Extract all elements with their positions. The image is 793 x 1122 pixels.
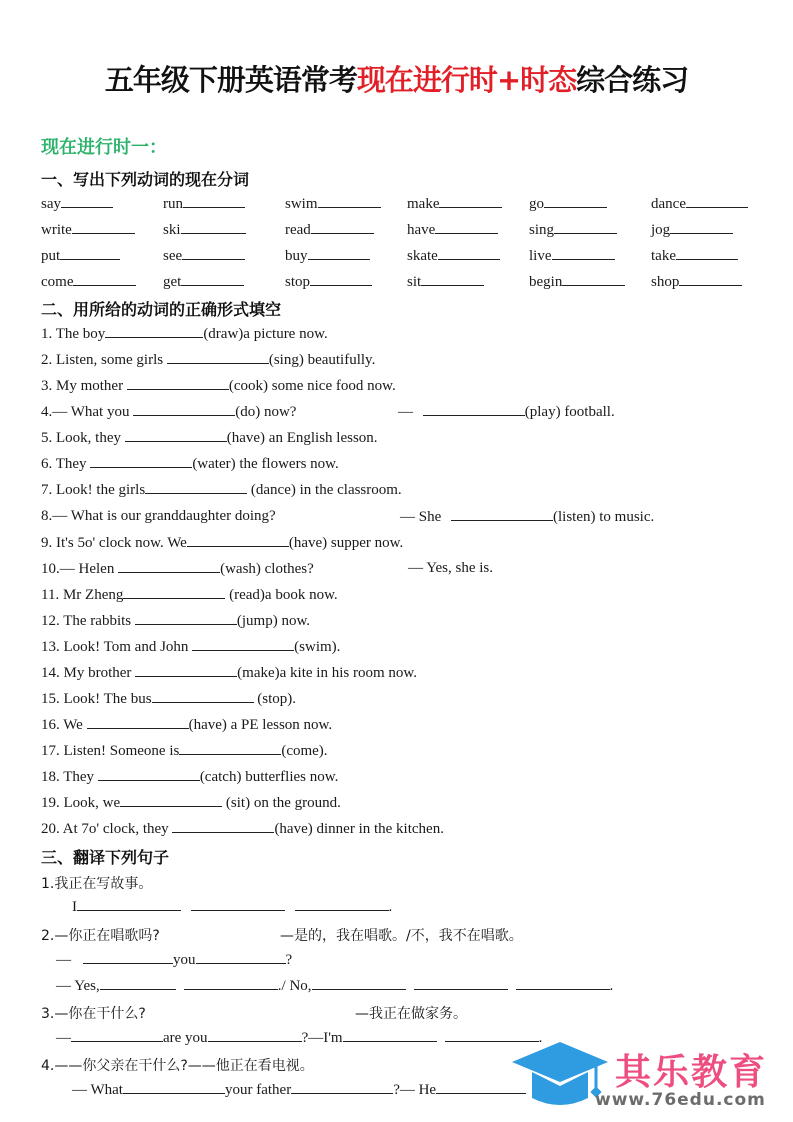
answer-blank[interactable] <box>105 325 203 338</box>
answer-blank[interactable] <box>118 560 220 573</box>
verb-item: get <box>163 273 244 291</box>
answer-blank[interactable] <box>90 455 192 468</box>
q2-chinese-question: 2.—你正在唱歌吗? <box>41 928 160 944</box>
answer-blank[interactable] <box>77 898 181 911</box>
answer-blank[interactable] <box>152 690 254 703</box>
answer-blank[interactable] <box>100 977 176 990</box>
verb-item: stop <box>285 273 372 291</box>
brand-watermark <box>510 1040 793 1115</box>
answer-blank[interactable] <box>312 977 406 990</box>
answer-blank[interactable] <box>187 534 289 547</box>
answer-blank[interactable] <box>73 273 136 286</box>
list-item: 9. It's 5o' clock now. We (have) supper now. <box>41 535 404 551</box>
verb-item: begin <box>529 273 625 291</box>
answer-blank[interactable] <box>133 403 235 416</box>
verb-item: ski <box>163 221 246 239</box>
q3-chinese-question: 3.—你在干什么? <box>41 1006 146 1022</box>
section2-heading: 二、用所给的动词的正确形式填空 <box>41 300 282 319</box>
verb-item: make <box>407 195 502 213</box>
answer-blank[interactable] <box>125 429 227 442</box>
list-item: 6. They (water) the flowers now. <box>41 456 339 472</box>
answer-blank[interactable] <box>120 794 222 807</box>
answer-blank[interactable] <box>98 768 200 781</box>
answer-blank[interactable] <box>423 403 525 416</box>
answer-blank[interactable] <box>308 247 370 260</box>
answer-blank[interactable] <box>562 273 625 286</box>
answer-blank[interactable] <box>343 1029 437 1042</box>
answer-blank[interactable] <box>318 195 381 208</box>
verb-item: read <box>285 221 374 239</box>
answer-blank[interactable] <box>438 247 500 260</box>
answer-blank[interactable] <box>310 273 372 286</box>
answer-blank[interactable] <box>123 1081 225 1094</box>
q3-chinese-answer: —我正在做家务。 <box>355 1006 467 1022</box>
answer-blank[interactable] <box>181 221 246 234</box>
q1-chinese: 1.我正在写故事。 <box>41 876 153 892</box>
verb-item: dance <box>651 195 748 213</box>
title-highlight: 现在进行时+时态 <box>356 63 577 97</box>
verb-item: write <box>41 221 135 239</box>
verb-item: come <box>41 273 136 291</box>
verb-item: live <box>529 247 615 265</box>
list-item: 12. The rabbits (jump) now. <box>41 613 311 629</box>
list-item: 5. Look, they (have) an English lesson. <box>41 430 378 446</box>
list-item: 4.— What you (do) now? <box>41 404 297 420</box>
answer-blank[interactable] <box>191 898 285 911</box>
answer-blank[interactable] <box>670 221 733 234</box>
q4-chinese: 4.——你父亲在干什么?——他正在看电视。 <box>41 1058 314 1074</box>
section1-heading: 一、写出下列动词的现在分词 <box>41 170 250 189</box>
brand-url: www.76edu.com <box>595 1090 766 1110</box>
answer-blank[interactable] <box>72 221 135 234</box>
verb-item: sit <box>407 273 484 291</box>
answer-blank[interactable] <box>127 377 229 390</box>
verb-item: say <box>41 195 113 213</box>
list-item: 19. Look, we (sit) on the ground. <box>41 795 341 811</box>
answer-blank[interactable] <box>123 586 225 599</box>
answer-blank[interactable] <box>311 221 374 234</box>
answer-blank[interactable] <box>145 481 247 494</box>
q2-answer-line: — Yes, ./ No, . <box>56 978 614 994</box>
answer-blank[interactable] <box>208 1029 302 1042</box>
q2-chinese-answer: —是的，我在唱歌。/不，我不在唱歌。 <box>280 928 523 944</box>
verb-item: go <box>529 195 607 213</box>
list-item: 15. Look! The bus (stop). <box>41 691 297 707</box>
title-part3: 综合练习 <box>576 63 689 97</box>
section3-heading: 三、翻译下列句子 <box>41 848 170 867</box>
list-item: 7. Look! the girls (dance) in the classroom. <box>41 482 402 498</box>
verb-item: swim <box>285 195 381 213</box>
answer-blank[interactable] <box>172 820 274 833</box>
section-subtitle: 现在进行时一： <box>41 137 167 158</box>
answer-blank[interactable] <box>291 1081 393 1094</box>
answer-blank[interactable] <box>435 221 498 234</box>
answer-blank[interactable] <box>183 195 245 208</box>
answer-blank[interactable] <box>181 273 244 286</box>
verb-item: shop <box>651 273 742 291</box>
answer-blank[interactable] <box>179 742 281 755</box>
answer-blank[interactable] <box>295 898 389 911</box>
list-item: 14. My brother (make)a kite in his room now. <box>41 665 417 681</box>
answer-blank[interactable] <box>544 195 607 208</box>
q2-question-line: — you ? <box>56 952 293 968</box>
verb-item: see <box>163 247 245 265</box>
list-item: 10.— Helen (wash) clothes? <box>41 561 314 577</box>
list-item: 17. Listen! Someone is (come). <box>41 743 328 759</box>
list-item: 11. Mr Zheng (read)a book now. <box>41 587 338 603</box>
verb-item: put <box>41 247 120 265</box>
list-item: 18. They (catch) butterflies now. <box>41 769 339 785</box>
answer-blank[interactable] <box>83 951 173 964</box>
list-item: 13. Look! Tom and John (swim). <box>41 639 341 655</box>
list-item-reply: — She (listen) to music. <box>400 509 655 525</box>
answer-blank[interactable] <box>552 247 615 260</box>
answer-blank[interactable] <box>686 195 748 208</box>
verb-item: skate <box>407 247 500 265</box>
verb-item: have <box>407 221 498 239</box>
list-item: 16. We (have) a PE lesson now. <box>41 717 333 733</box>
verb-item: sing <box>529 221 617 239</box>
answer-blank[interactable] <box>61 195 113 208</box>
verb-item: jog <box>651 221 733 239</box>
answer-blank[interactable] <box>414 977 508 990</box>
verb-item: buy <box>285 247 370 265</box>
answer-blank[interactable] <box>439 195 502 208</box>
list-item: 2. Listen, some girls (sing) beautifully. <box>41 352 376 368</box>
q4-answer-line: — What your father ?— He <box>72 1081 526 1099</box>
answer-blank[interactable] <box>676 247 738 260</box>
list-item: 20. At 7o' clock, they (have) dinner in the kitchen. <box>41 821 444 837</box>
list-item: 1. The boy (draw)a picture now. <box>41 326 328 342</box>
answer-blank[interactable] <box>87 716 189 729</box>
answer-blank[interactable] <box>60 247 120 260</box>
list-item-reply: — Yes, she is. <box>408 560 494 576</box>
answer-blank[interactable] <box>135 664 237 677</box>
answer-blank[interactable] <box>451 508 553 521</box>
answer-blank[interactable] <box>196 951 286 964</box>
q1-answer-line: I . <box>72 899 393 915</box>
answer-blank[interactable] <box>516 977 610 990</box>
title-part1: 五年级下册英语常考 <box>104 63 357 97</box>
answer-blank[interactable] <box>421 273 484 286</box>
list-item-reply: — (play) football. <box>398 404 615 420</box>
answer-blank[interactable] <box>135 612 237 625</box>
list-item: 8.— What is our granddaughter doing? <box>41 508 276 524</box>
answer-blank[interactable] <box>182 247 245 260</box>
answer-blank[interactable] <box>71 1029 163 1042</box>
brand-name: 其乐教育 <box>615 1052 768 1093</box>
answer-blank[interactable] <box>554 221 617 234</box>
list-item: 3. My mother (cook) some nice food now. <box>41 378 396 394</box>
answer-blank[interactable] <box>679 273 742 286</box>
answer-blank[interactable] <box>192 638 294 651</box>
answer-blank[interactable] <box>184 977 278 990</box>
answer-blank[interactable] <box>167 351 269 364</box>
verb-item: take <box>651 247 738 265</box>
page-title <box>0 58 793 99</box>
verb-item: run <box>163 195 245 213</box>
q3-answer-line: — are you ?—I'm . <box>56 1030 543 1046</box>
